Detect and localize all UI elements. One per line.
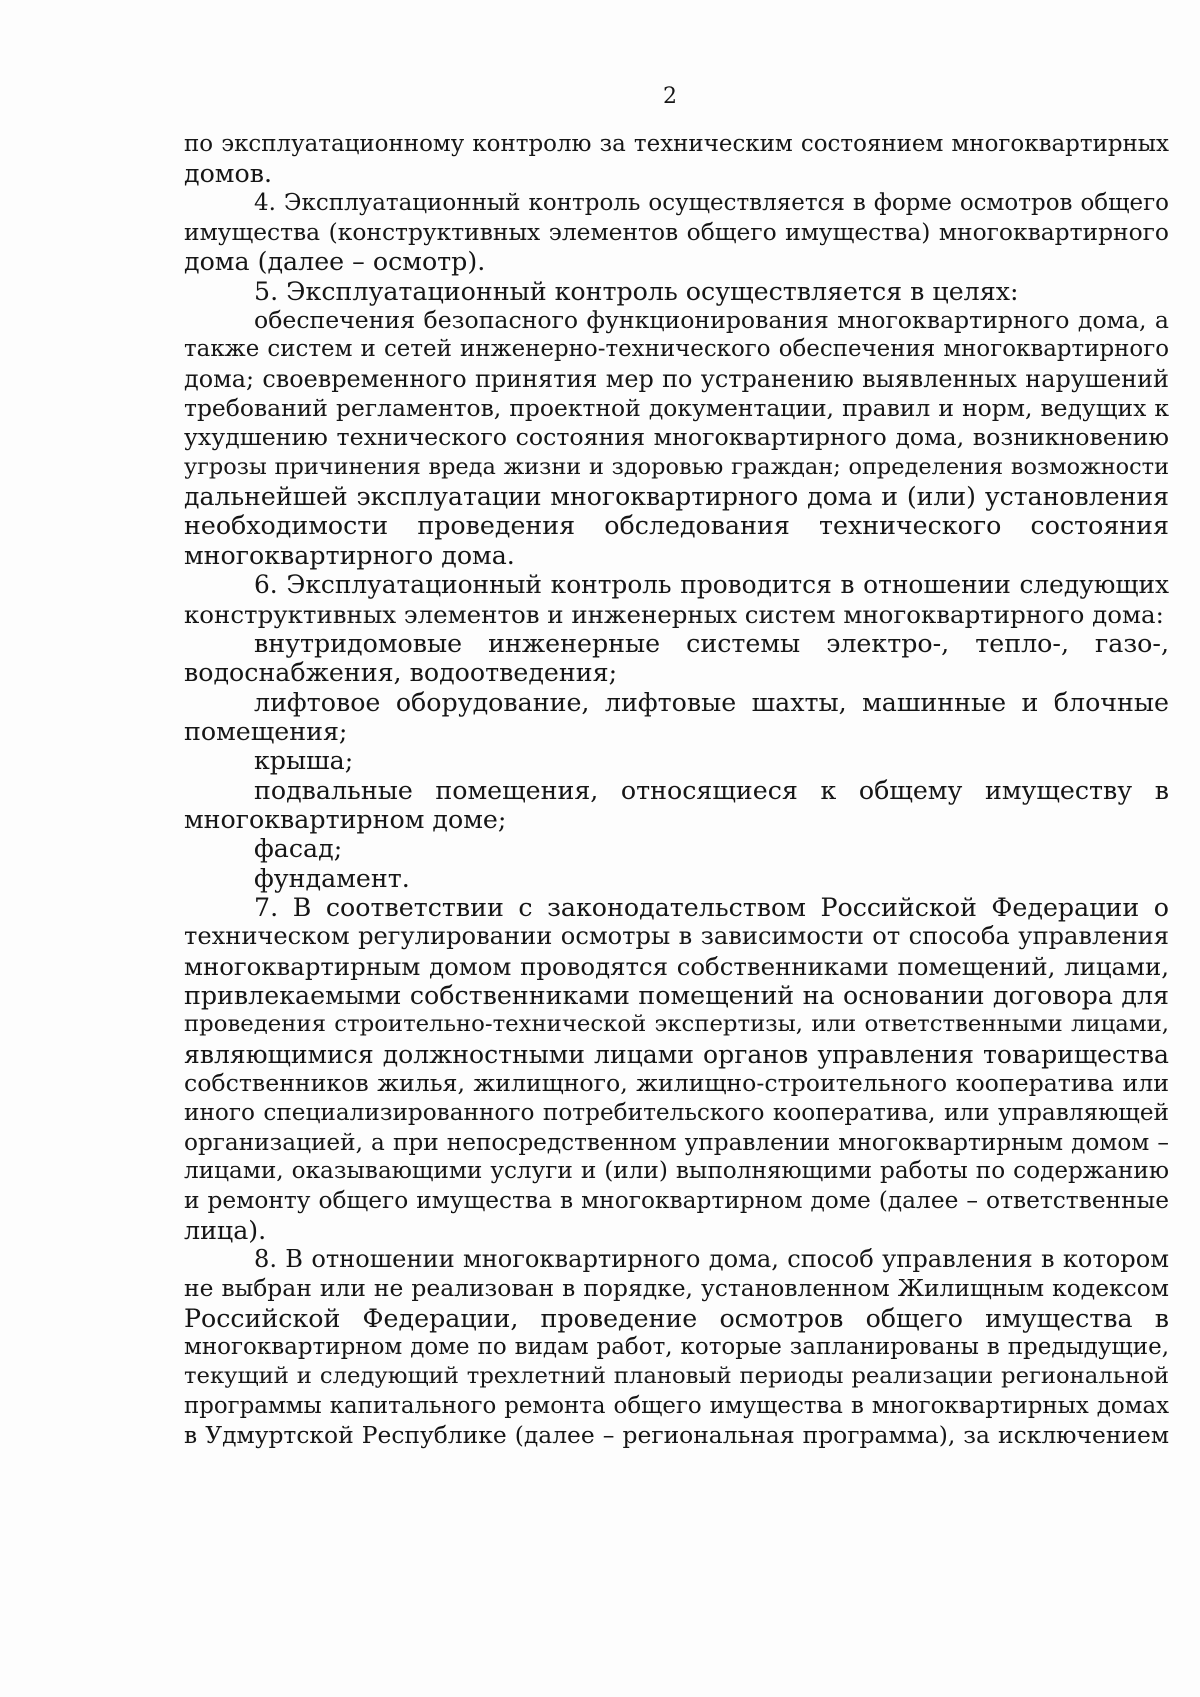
text-line: домов. — [184, 159, 272, 189]
text-line: текущий и следующий трехлетний плановый периоды реализации региональной — [184, 1363, 1169, 1390]
text-line: лифтовое оборудование, лифтовые шахты, машинные и блочные — [254, 687, 1169, 717]
text-line: 6. Эксплуатационный контроль проводится в отношении следующих — [254, 570, 1169, 600]
text-line: угрозы причинения вреда жизни и здоровью граждан; определения возможности — [184, 453, 1169, 480]
text-line: лицами, оказывающими услуги и (или) выполняющими работы по содержанию — [184, 1158, 1169, 1185]
text-line: дома; своевременного принятия мер по устранению выявленных нарушений — [184, 364, 1169, 393]
text-line: собственников жилья, жилищного, жилищно-строительного кооператива или — [184, 1069, 1169, 1097]
text-line: конструктивных элементов и инженерных систем многоквартирного дома: — [184, 599, 1164, 629]
page-number: 2 — [663, 84, 677, 109]
text-line: необходимости проведения обследования технического состояния — [184, 511, 1169, 541]
text-line: в Удмуртской Республике (далее – региональная программа), за исключением — [184, 1421, 1169, 1450]
document-body — [184, 130, 1169, 1450]
text-line: обеспечения безопасного функционирования многоквартирного дома, а — [254, 306, 1169, 335]
text-line: многоквартирном доме; — [184, 804, 507, 834]
text-line: ухудшению технического состояния многоквартирного дома, возникновению — [184, 423, 1169, 452]
text-line: техническом регулировании осмотры в зависимости от способа управления — [184, 922, 1169, 951]
text-line: многоквартирным домом проводятся собственниками помещений, лицами, — [184, 951, 1169, 981]
text-line: 7. В соответствии с законодательством Российской Федерации о — [254, 892, 1169, 922]
text-line: многоквартирного дома. — [184, 540, 515, 570]
text-line: иного специализированного потребительского кооператива, или управляющей — [184, 1099, 1169, 1127]
text-line: программы капитального ремонта общего имущества в многоквартирных домах — [184, 1392, 1169, 1419]
text-line: требований регламентов, проектной документации, правил и норм, ведущих к — [184, 394, 1169, 423]
text-line: проведения строительно-технической экспертизы, или ответственными лицами, — [184, 1011, 1169, 1038]
text-line: внутридомовые инженерные системы электро-, тепло-, газо-, — [254, 628, 1169, 658]
text-line: водоснабжения, водоотведения; — [184, 658, 618, 688]
text-line: дома (далее – осмотр). — [184, 247, 486, 277]
text-line: подвальные помещения, относящиеся к общему имуществу в — [254, 775, 1169, 805]
text-line: не выбран или не реализован в порядке, установленном Жилищным кодексом — [184, 1274, 1169, 1303]
text-line: лица). — [184, 1215, 267, 1245]
text-line: 4. Эксплуатационный контроль осуществляется в форме осмотров общего — [254, 189, 1169, 216]
text-line: 5. Эксплуатационный контроль осуществляется в целях: — [254, 276, 1019, 306]
text-line: фасад; — [254, 834, 343, 864]
text-line: Российской Федерации, проведение осмотров общего имущества в — [184, 1303, 1169, 1333]
text-line: 8. В отношении многоквартирного дома, способ управления в котором — [254, 1245, 1169, 1274]
text-line: имущества (конструктивных элементов общего имущества) многоквартирного — [184, 218, 1169, 247]
text-line: привлекаемыми собственниками помещений на основании договора для — [184, 980, 1169, 1010]
text-line: крыша; — [254, 746, 354, 776]
text-line: и ремонту общего имущества в многоквартирном доме (далее – ответственные — [184, 1187, 1169, 1215]
text-line: помещения; — [184, 716, 348, 746]
text-line: фундамент. — [254, 863, 410, 893]
text-line: также систем и сетей инженерно-технического обеспечения многоквартирного — [184, 336, 1169, 363]
text-line: организацией, а при непосредственном управлении многоквартирным домом – — [184, 1128, 1169, 1156]
text-line: являющимися должностными лицами органов управления товарищества — [184, 1039, 1169, 1069]
text-line: многоквартирном доме по видам работ, которые запланированы в предыдущие, — [184, 1334, 1169, 1361]
text-line: дальнейшей эксплуатации многоквартирного дома и (или) установления — [184, 482, 1169, 512]
text-line: по эксплуатационному контролю за техническим состоянием многоквартирных — [184, 131, 1169, 157]
